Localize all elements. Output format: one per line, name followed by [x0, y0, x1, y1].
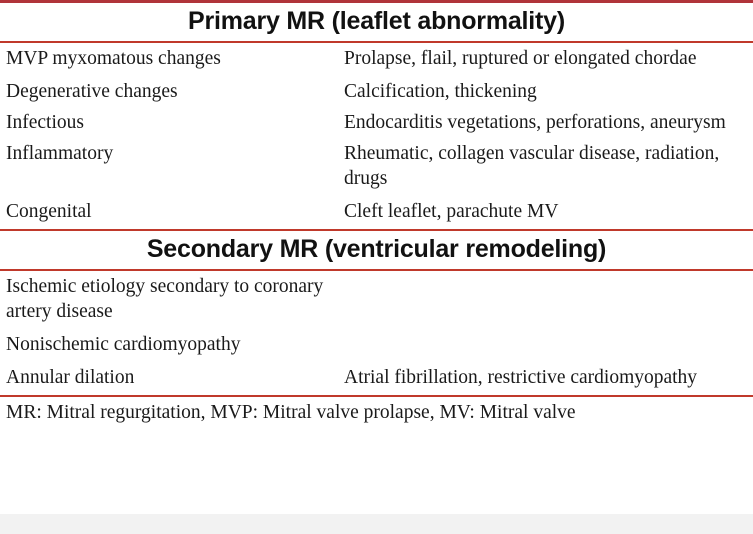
table-row — [0, 76, 753, 109]
table-row — [0, 329, 753, 362]
bottom-band — [0, 514, 753, 534]
cause-cell: Inflammatory — [6, 143, 114, 165]
table-row — [0, 43, 753, 76]
table-row — [0, 109, 753, 138]
table-footnote: MR: Mitral regurgitation, MVP: Mitral valve prolapse, MV: Mitral valve — [6, 402, 576, 424]
description-cell: Rheumatic, collagen vascular disease, radiation, drugs — [344, 143, 720, 190]
cause-cell: Nonischemic cardiomyopathy — [6, 334, 241, 356]
cause-cell: Degenerative changes — [6, 81, 178, 103]
cause-cell: Ischemic etiology secondary to coronary artery disease — [6, 276, 324, 323]
table-row — [0, 271, 753, 329]
cause-cell: Congenital — [6, 201, 92, 223]
table-row — [0, 196, 753, 229]
table-row — [0, 362, 753, 395]
description-cell: Endocarditis vegetations, perforations, aneurysm — [344, 112, 726, 134]
description-cell: Atrial fibrillation, restrictive cardiomyopathy — [344, 367, 698, 389]
cause-cell: MVP myxomatous changes — [6, 48, 221, 70]
description-cell: Cleft leaflet, parachute MV — [344, 201, 559, 223]
description-cell: Calcification, thickening — [344, 81, 537, 103]
section-header-secondary-mr: Secondary MR (ventricular remodeling) — [146, 234, 607, 263]
primary-mr-rows — [0, 43, 753, 229]
description-cell — [344, 271, 753, 279]
table-row — [0, 138, 753, 196]
section-header-primary-mr: Primary MR (leaflet abnormality) — [187, 7, 566, 35]
secondary-mr-rows — [0, 271, 753, 395]
cause-cell: Infectious — [6, 112, 84, 134]
description-cell — [344, 329, 753, 337]
description-cell: Prolapse, flail, ruptured or elongated chordae — [344, 48, 697, 70]
cause-cell: Annular dilation — [6, 367, 135, 389]
